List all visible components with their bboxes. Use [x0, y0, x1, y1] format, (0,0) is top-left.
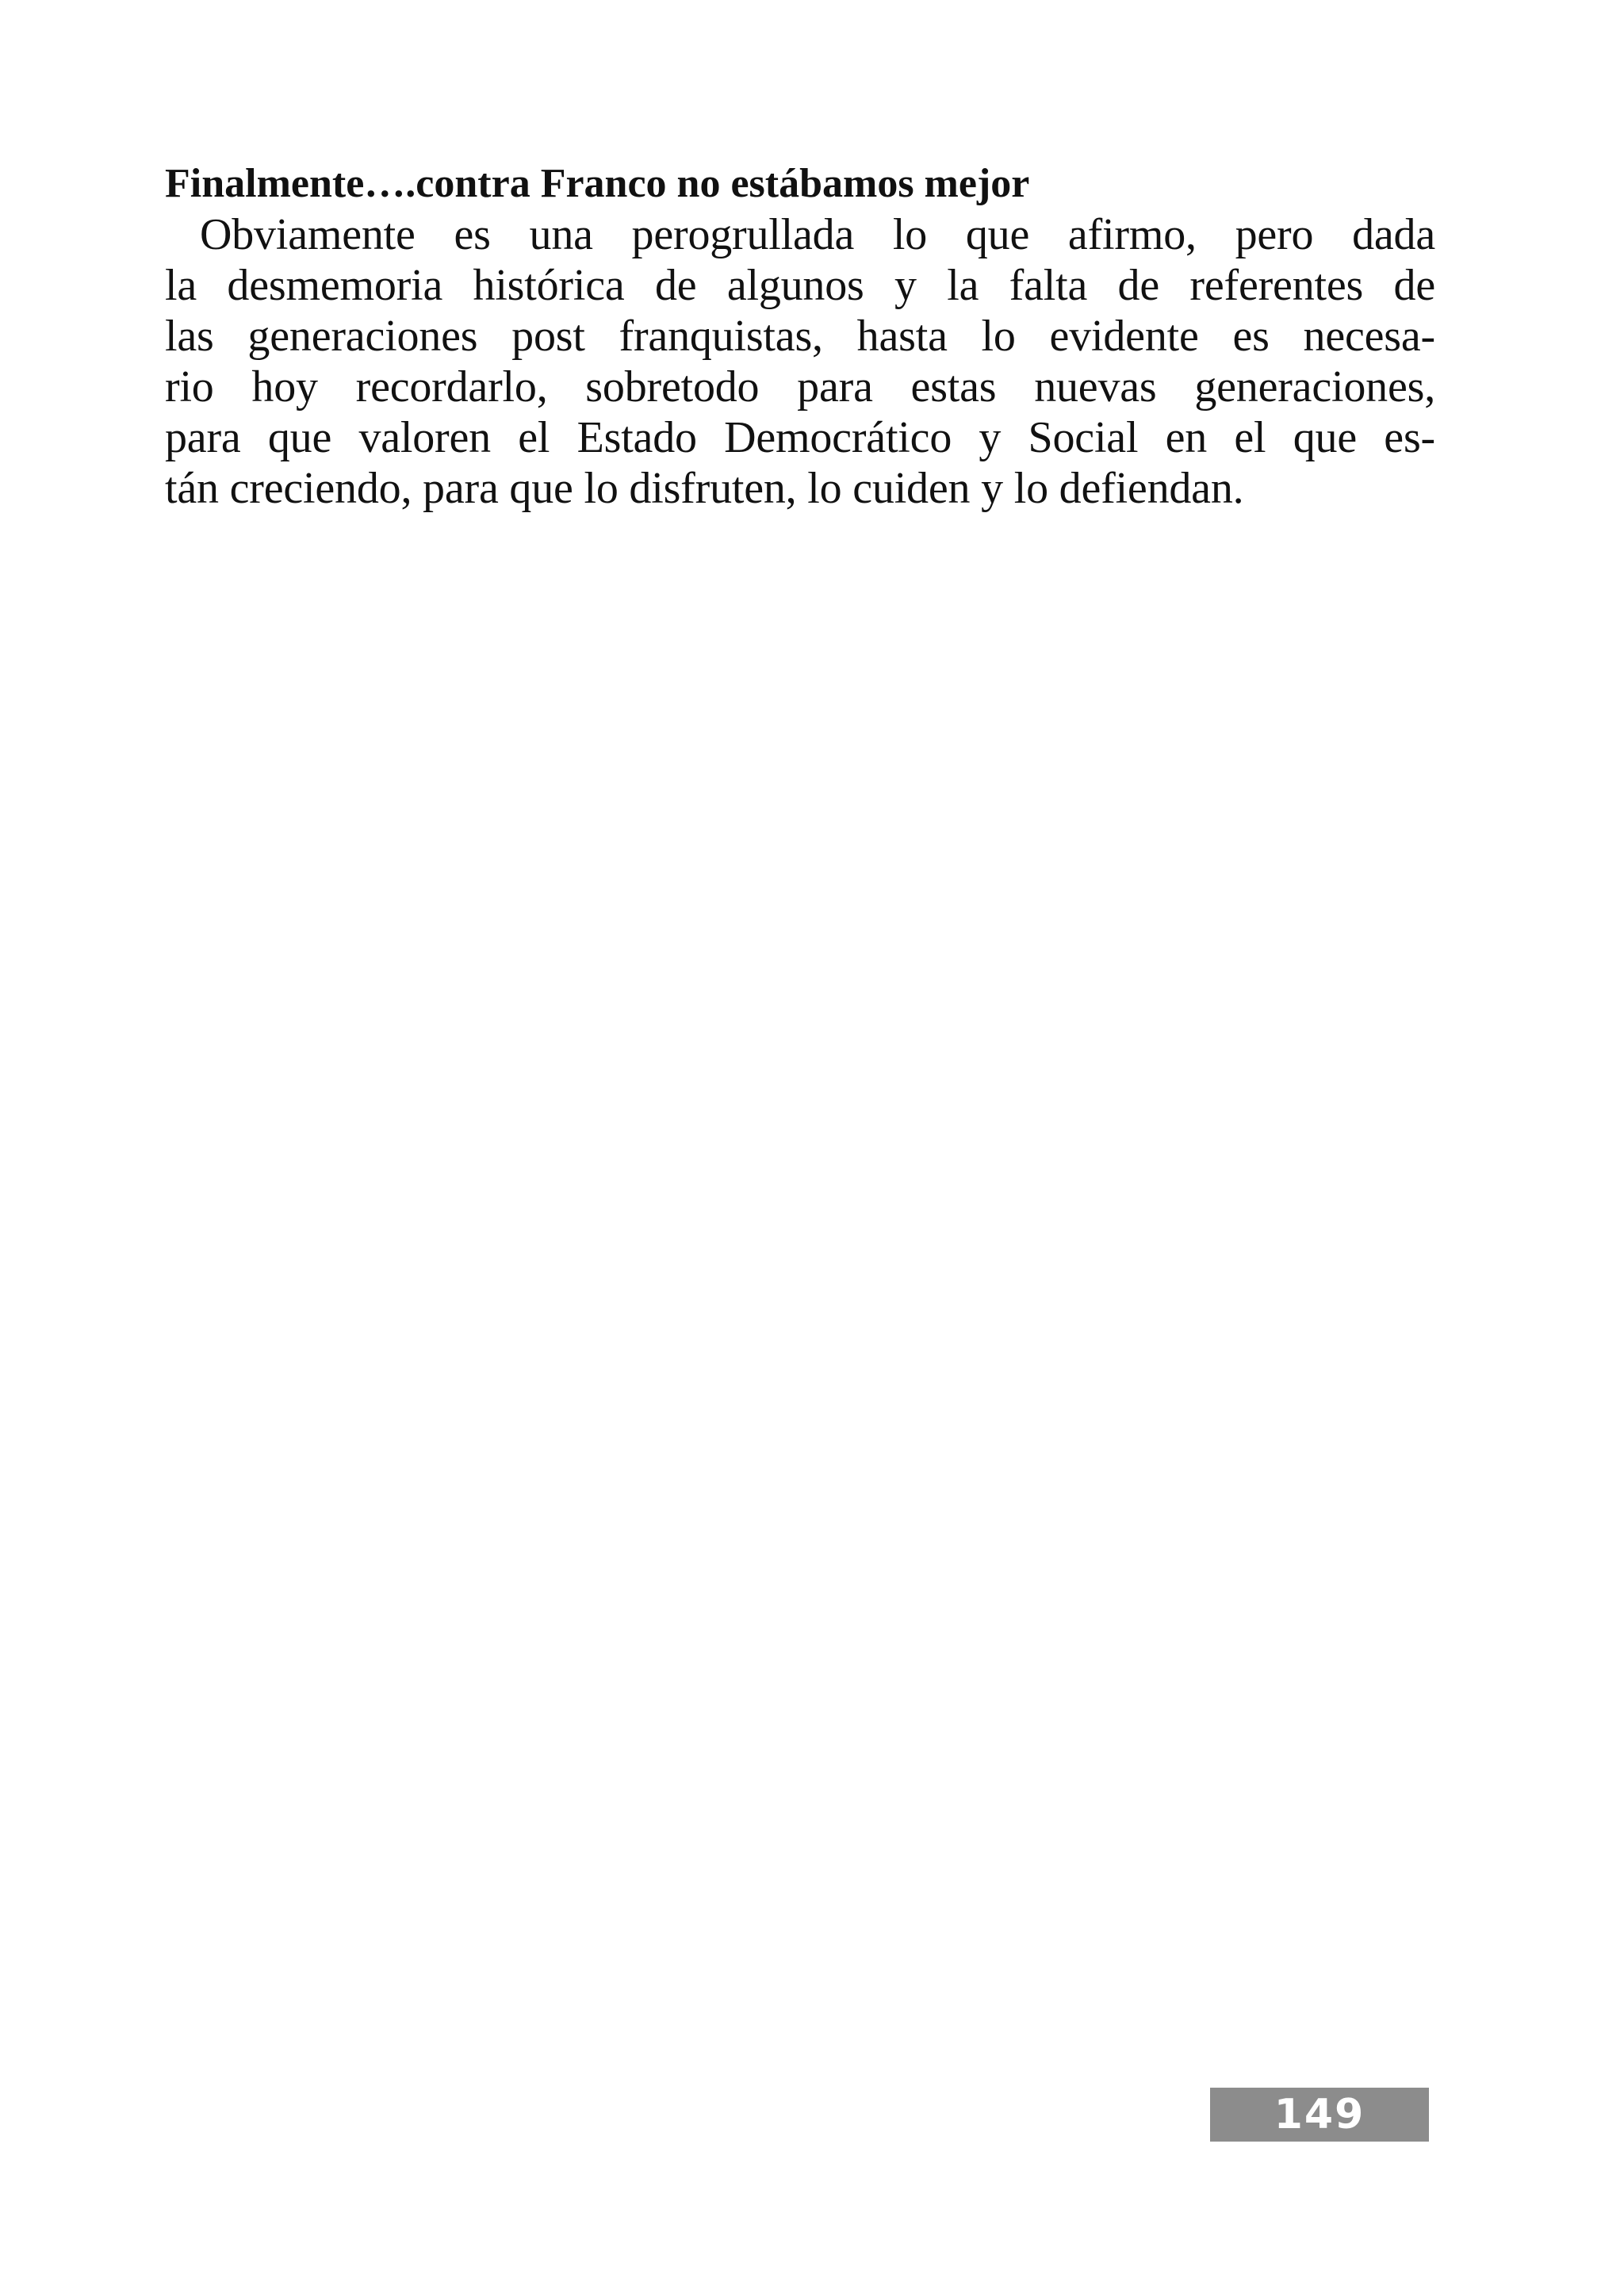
- paragraph-line-3: las generaciones post franquistas, hasta lo evidente es necesa-: [165, 312, 1435, 361]
- paragraph-line-2: la desmemoria histórica de algunos y la falta de referentes de: [165, 261, 1435, 310]
- page-number: 149: [1274, 2091, 1365, 2138]
- section-heading: Finalmente….contra Franco no estábamos mejor: [165, 161, 1030, 206]
- paragraph-line-6: tán creciendo, para que lo disfruten, lo cuiden y lo defiendan.: [165, 464, 1244, 513]
- paragraph-line-5: para que valoren el Estado Democrático y Social en el que es-: [165, 413, 1435, 462]
- page-number-badge: [1210, 2088, 1429, 2142]
- paragraph-line-1: Obviamente es una perogrullada lo que afirmo, pero dada: [200, 210, 1435, 259]
- paragraph-line-4: rio hoy recordarlo, sobretodo para estas nuevas generaciones,: [165, 362, 1435, 412]
- text-block: [165, 159, 1435, 514]
